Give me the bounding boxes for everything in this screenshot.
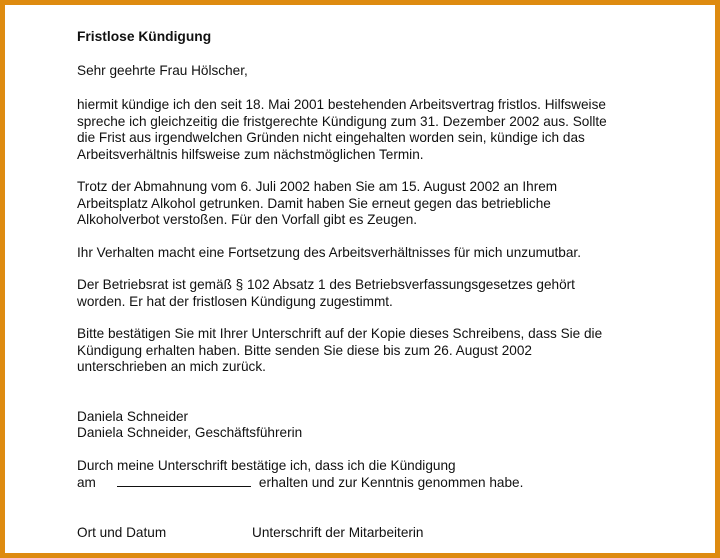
text-line: Alkoholverbot verstoßen. Für den Vorfall gibt es Zeugen.: [77, 212, 418, 227]
text-line: hiermit kündige ich den seit 18. Mai 2001 bestehenden Arbeitsvertrag fristlos. Hilfsweise: [77, 97, 606, 112]
text-line: Ihr Verhalten macht eine Fortsetzung des Arbeitsverhältnisses für mich unzumutbar.: [77, 244, 581, 260]
text-line: Arbeitsplatz Alkohol getrunken. Damit haben Sie erneut gegen das betriebliche: [77, 195, 551, 211]
text-line: Der Betriebsrat ist gemäß § 102 Absatz 1 des Betriebsverfassungsgesetzes gehört: [77, 277, 575, 292]
text-line: spreche ich gleichzeitig die fristgerechte Kündigung zum 31. Dezember 2002 aus. Sollte: [77, 113, 607, 129]
signature-name: Daniela Schneider: [77, 408, 189, 424]
place-date-label: Ort und Datum: [77, 525, 167, 540]
paragraph-3: [77, 245, 677, 262]
signature-title: Daniela Schneider, Geschäftsführerin: [77, 425, 303, 440]
paragraph-1: [77, 97, 677, 163]
letter-title: Fristlose Kündigung: [77, 29, 212, 44]
letter-document: [77, 29, 677, 492]
salutation: Sehr geehrte Frau Hölscher,: [77, 62, 248, 78]
confirmation-block: [77, 458, 677, 492]
confirmation-date-row: [77, 474, 677, 492]
paragraph-2: [77, 179, 677, 229]
text-line: Arbeitsverhältnis hilfsweise zum nächstmöglichen Termin.: [77, 146, 424, 162]
confirmation-text: Durch meine Unterschrift bestätige ich, dass ich die Kündigung: [77, 457, 456, 473]
paragraph-4: [77, 277, 677, 310]
employee-signature-label: Unterschrift der Mitarbeiterin: [252, 525, 424, 540]
text-line: Trotz der Abmahnung vom 6. Juli 2002 haben Sie am 15. August 2002 an Ihrem: [77, 179, 558, 194]
text-line: unterschrieben an mich zurück.: [77, 359, 266, 374]
text-line: Kündigung erhalten haben. Bitte senden Sie diese bis zum 26. August 2002: [77, 342, 532, 358]
text-line: die Frist aus irgendwelchen Gründen nicht eingehalten worden sein, kündige ich das: [77, 130, 585, 145]
text-line: worden. Er hat der fristlosen Kündigung zugestimmt.: [77, 293, 393, 309]
confirmation-am-label: am: [77, 475, 96, 490]
signature-block: [77, 409, 677, 442]
date-fill-line[interactable]: [117, 474, 251, 487]
confirmation-rest-text: erhalten und zur Kenntnis genommen habe.: [258, 475, 524, 490]
paragraph-5: [77, 326, 677, 376]
text-line: Bitte bestätigen Sie mit Ihrer Unterschrift auf der Kopie dieses Schreibens, dass Sie die: [77, 326, 603, 341]
signature-footer: [77, 525, 424, 540]
